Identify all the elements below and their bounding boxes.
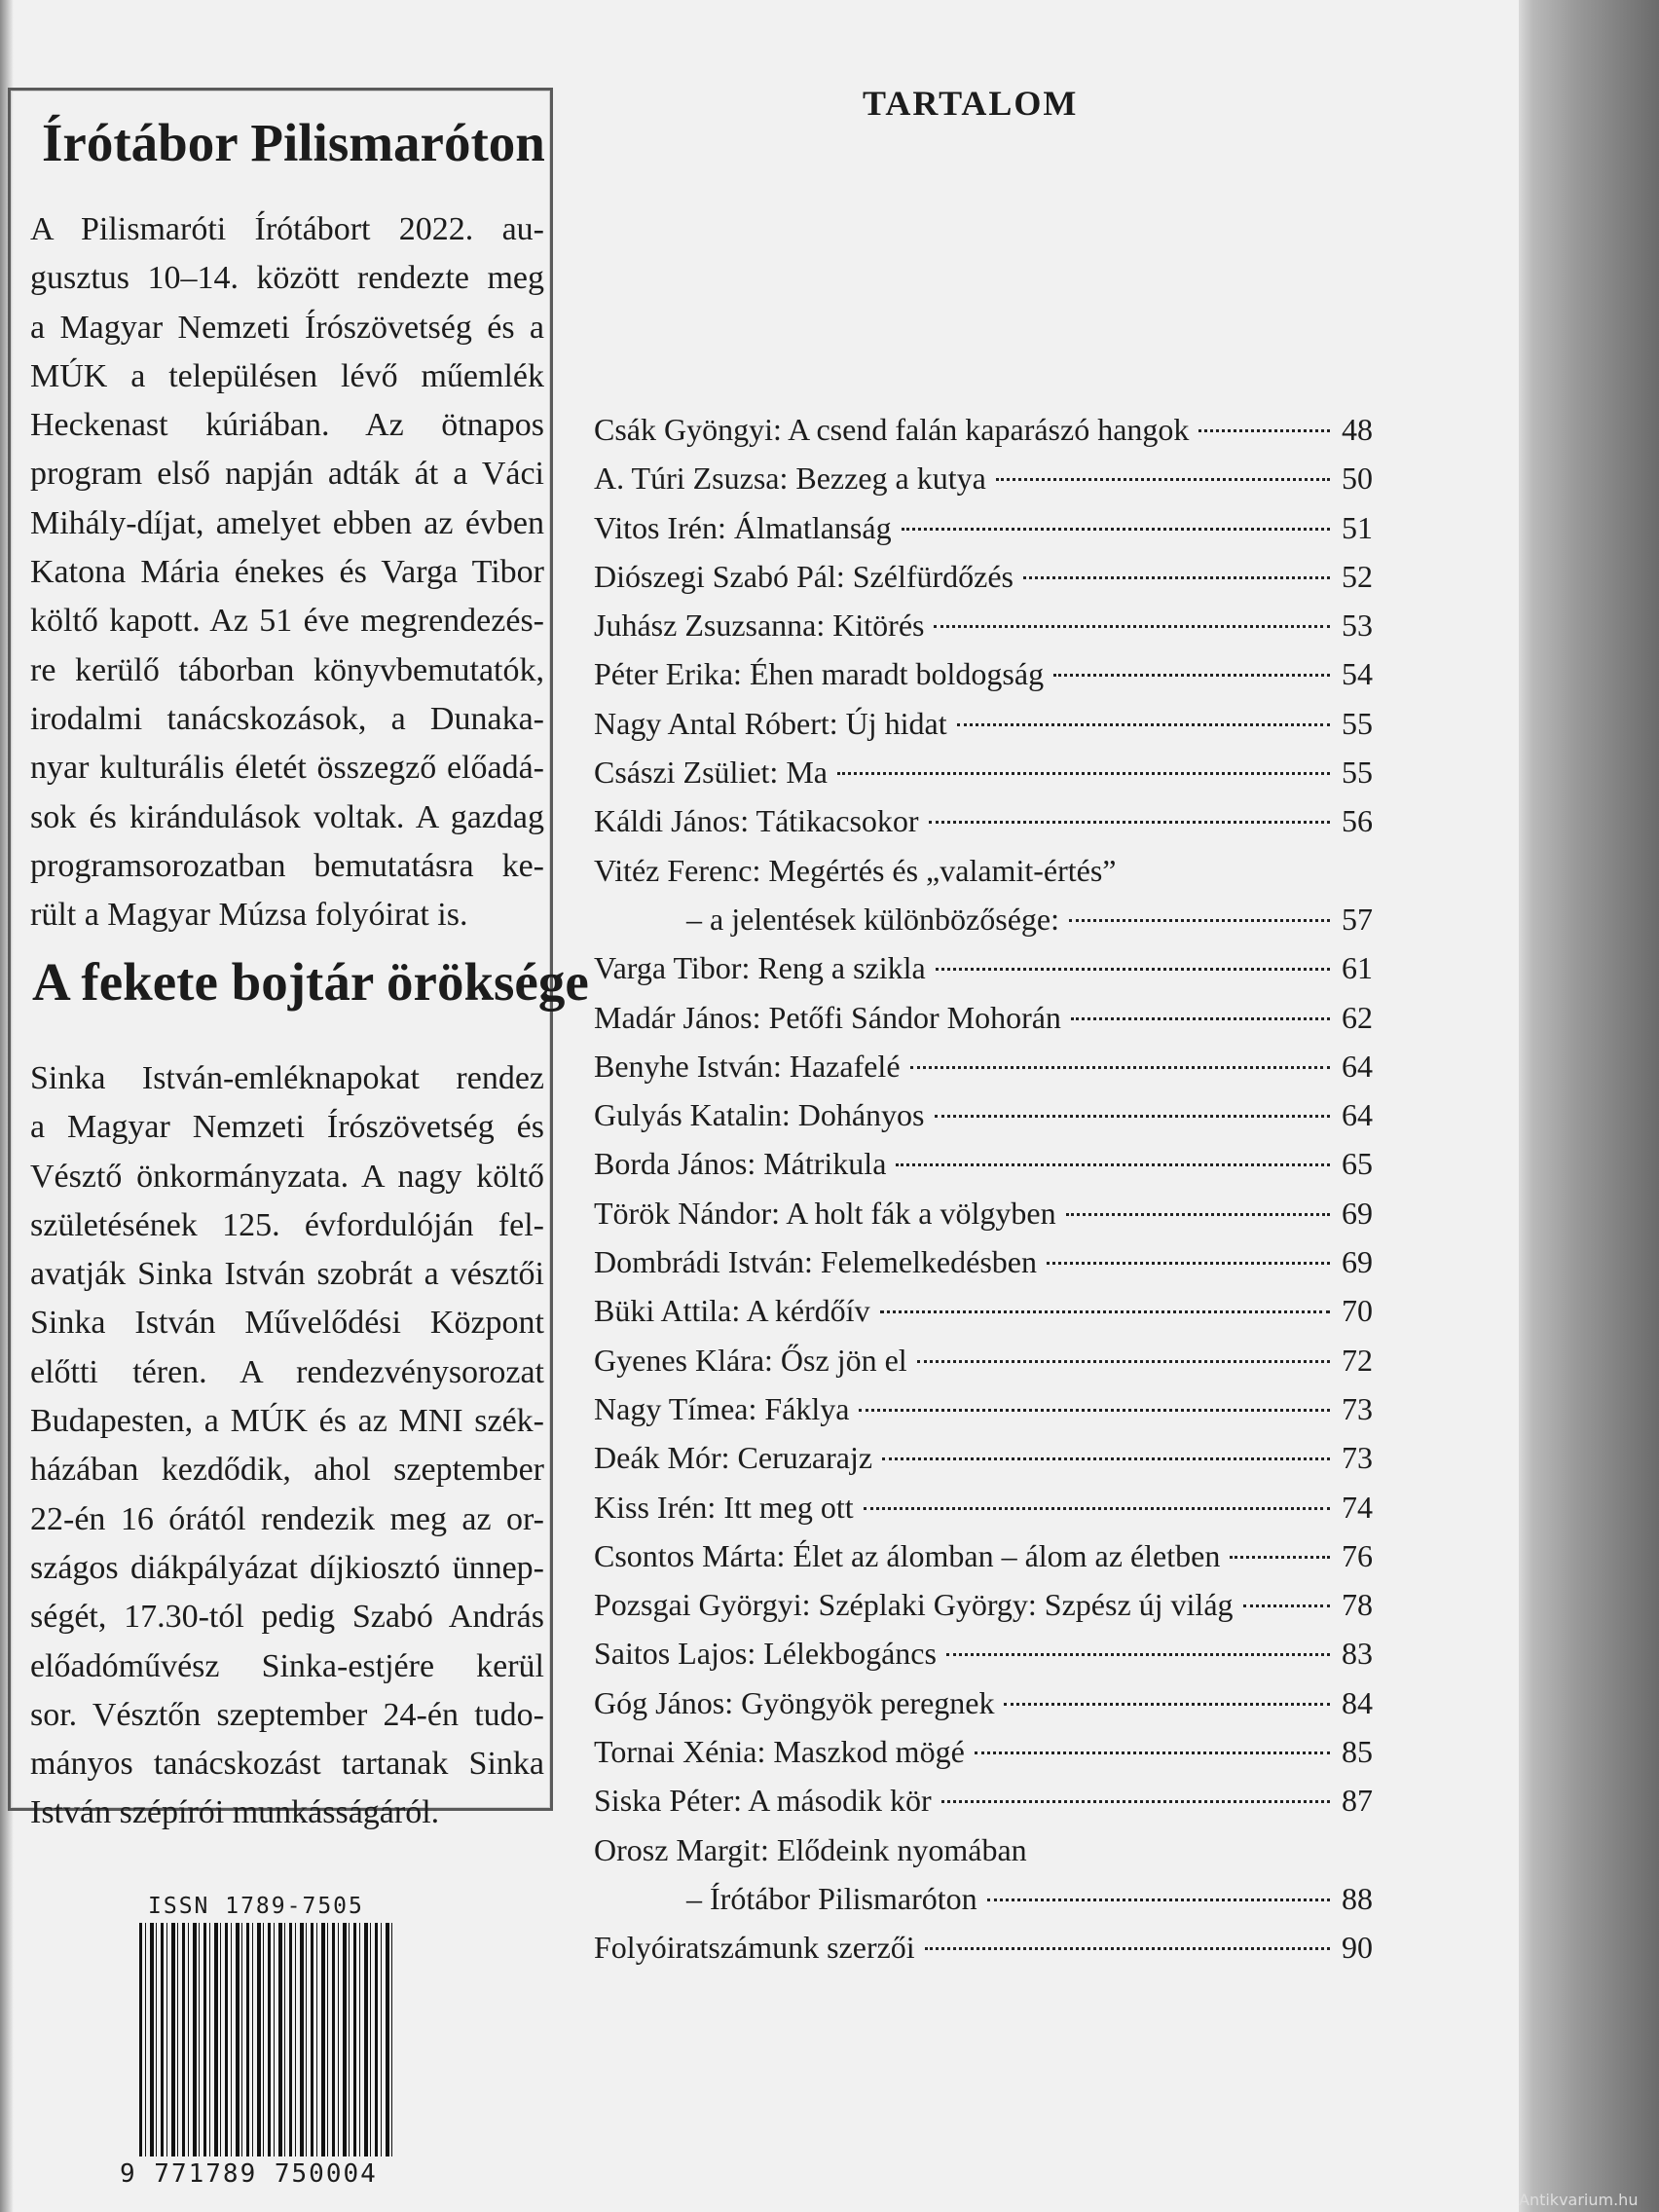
toc-entry [594,1776,1373,1825]
section2-title: A fekete bojtár öröksége [32,952,589,1012]
toc-page-number: 64 [1342,1097,1373,1133]
toc-entry-title: Császi Zsüliet: Ma [594,755,828,791]
body-line: szágos diákpályázat díjkiosztó ünnep- [30,1549,544,1586]
toc-entry [594,405,1373,454]
toc-page-number: 76 [1342,1537,1373,1573]
toc-entry [594,1678,1373,1727]
toc-entry-subtitle: – Írótábor Pilismaróton [686,1880,977,1916]
toc-entry [594,846,1373,944]
toc-page-number: 69 [1342,1195,1373,1231]
toc-entry-title: Góg János: Gyöngyök peregnek [594,1684,995,1720]
body-line: sok és kirándulások voltak. A gazdag [30,798,544,835]
toc-entry-title: Vitos Irén: Álmatlanság [594,509,892,545]
body-line: Katona Mária énekes és Varga Tibor [30,554,544,591]
toc-entry [594,1139,1373,1188]
toc-leader-dots [925,1947,1330,1950]
toc-page-number: 54 [1342,656,1373,692]
toc-leader-dots [1071,1017,1330,1020]
watermark: Antikvarium.hu [1519,2191,1639,2209]
toc-entry-title: Borda János: Mátrikula [594,1146,887,1182]
toc-entry [594,601,1373,649]
toc-leader-dots [1004,1703,1330,1706]
toc-entry [594,748,1373,796]
toc-entry-title: Vitéz Ferenc: Megértés és „valamit-értés” [594,852,1117,888]
toc-page-number: 62 [1342,999,1373,1035]
toc-entry [594,552,1373,601]
toc-entry-title: Káldi János: Tátikacsokor [594,803,919,839]
toc-page-number: 73 [1342,1390,1373,1426]
toc-entry [594,1090,1373,1139]
toc-entry [594,1629,1373,1677]
toc-page-number: 55 [1342,755,1373,791]
toc-leader-dots [880,1310,1330,1313]
toc-leader-dots [837,772,1330,775]
toc-entry [594,1042,1373,1090]
toc-page-number: 85 [1342,1734,1373,1770]
body-line: A Pilismaróti Írótábort 2022. au- [30,211,544,247]
body-line: házában kezdődik, ahol szeptember [30,1452,544,1489]
body-line: MÚK a településen lévő műemlék [30,357,544,394]
body-line: avatják Sinka István szobrát a vésztői [30,1256,544,1293]
body-line: Heckenast kúriában. Az ötnapos [30,407,544,444]
toc-entry [594,699,1373,748]
issn-label: ISSN 1789-7505 [148,1894,364,1919]
page-fold [1519,0,1659,2212]
toc-leader-dots [987,1899,1330,1901]
toc-leader-dots [996,478,1330,481]
toc-entry [594,649,1373,698]
toc-entry [594,1483,1373,1531]
toc-page-number: 88 [1342,1880,1373,1916]
body-line: rült a Magyar Múzsa folyóirat is. [30,897,468,934]
body-line: Budapesten, a MÚK és az MNI szék- [30,1403,544,1440]
section2-body [30,1054,544,1838]
toc-page-number: 55 [1342,705,1373,741]
toc-leader-dots [864,1507,1330,1510]
toc-leader-dots [1066,1213,1330,1216]
section1-title: Írótábor Pilismaróton [42,113,545,172]
barcode [139,1923,394,2157]
toc-leader-dots [910,1066,1330,1069]
body-line: Sinka István-emléknapokat rendez [30,1060,544,1096]
toc-entry [594,1531,1373,1580]
body-line: 22-én 16 órától rendezik meg az or- [30,1500,544,1537]
body-line: irodalmi tanácskozások, a Dunaka- [30,700,544,737]
toc-leader-dots [935,1115,1331,1118]
body-line: re kerülő táborban könyvbemutatók, [30,651,544,688]
toc-page-number: 78 [1342,1587,1373,1623]
toc-entry-title: Juhász Zsuzsanna: Kitörés [594,608,925,644]
body-line: költő kapott. Az 51 éve megrendezés- [30,603,544,640]
toc-entry [594,796,1373,845]
toc-entry-title: Saitos Lajos: Lélekbogáncs [594,1636,937,1672]
toc-entry [594,454,1373,502]
body-line: István szépírói munkásságáról. [30,1794,440,1831]
barcode-digits: 9 771789 750004 [120,2159,378,2189]
toc-entry-subtitle: – a jelentések különbözősége: [686,901,1059,937]
body-line: a Magyar Nemzeti Írószövetség és a [30,309,544,346]
toc-page-number: 57 [1342,901,1373,937]
toc-entry-title: Dombrádi István: Felemelkedésben [594,1244,1037,1280]
toc-entry [594,1336,1373,1384]
toc-entry [594,943,1373,992]
body-line: a Magyar Nemzeti Írószövetség és [30,1109,544,1146]
toc-leader-dots [902,528,1330,531]
toc-entry-title: Folyóiratszámunk szerzői [594,1930,915,1966]
toc-entry [594,1237,1373,1286]
body-line: nyar kulturális életét összegző előadá- [30,750,544,787]
toc-page-number: 70 [1342,1293,1373,1329]
toc-leader-dots [946,1653,1330,1656]
news-box [8,88,589,1831]
toc-entry [594,1825,1373,1924]
toc-entry [594,1189,1373,1237]
toc-leader-dots [1053,674,1330,677]
toc-entry [594,1384,1373,1433]
toc-leader-dots [1069,919,1330,922]
toc-page-number: 53 [1342,608,1373,644]
toc-entry-title: Nagy Antal Róbert: Új hidat [594,705,947,741]
toc-entry-title: Gyenes Klára: Ősz jön el [594,1342,907,1378]
toc-entry-title: Nagy Tímea: Fáklya [594,1390,850,1426]
toc-page-number: 65 [1342,1146,1373,1182]
toc-leader-dots [1023,576,1330,579]
toc-leader-dots [1047,1262,1330,1265]
toc-entry-title: Tornai Xénia: Maszkod mögé [594,1734,965,1770]
toc-entry-title: Pozsgai Györgyi: Széplaki György: Szpész új világ [594,1587,1234,1623]
toc-page-number: 72 [1342,1342,1373,1378]
toc-leader-dots [975,1751,1330,1754]
toc-leader-dots [882,1457,1330,1460]
toc-page-number: 87 [1342,1783,1373,1819]
toc-entry-title: Csák Gyöngyi: A csend falán kaparászó hangok [594,412,1190,447]
toc-leader-dots [934,625,1330,628]
toc-entry-title: Péter Erika: Éhen maradt boldogság [594,656,1045,692]
toc-entry [594,1923,1373,1972]
toc-entry-title: Madár János: Petőfi Sándor Mohorán [594,999,1061,1035]
toc-page-number: 52 [1342,558,1373,594]
toc-leader-dots [941,1800,1330,1803]
body-line: ségét, 17.30-tól pedig Szabó András [30,1599,544,1636]
toc-page-number: 84 [1342,1684,1373,1720]
toc-entry-title: Gulyás Katalin: Dohányos [594,1097,925,1133]
toc-title: TARTALOM [863,84,1079,123]
body-line: sor. Vésztőn szeptember 24-én tudo- [30,1696,544,1733]
toc-entry-title: Siska Péter: A második kör [594,1783,932,1819]
toc-entry-title: Deák Mór: Ceruzarajz [594,1440,873,1476]
toc-leader-dots [896,1163,1330,1166]
toc-page-number: 74 [1342,1489,1373,1525]
body-line: előtti téren. A rendezvénysorozat [30,1353,544,1390]
body-line: program első napján adták át a Váci [30,456,544,493]
body-line: programsorozatban bemutatásra ke- [30,847,544,884]
toc-leader-dots [917,1360,1330,1363]
toc-entry-title: Csontos Márta: Élet az álomban – álom az életben [594,1537,1221,1573]
toc-leader-dots [1243,1604,1330,1607]
toc-leader-dots [929,821,1330,824]
toc-leader-dots [1198,429,1330,432]
toc-page-number: 51 [1342,509,1373,545]
toc-entry-title: A. Túri Zsuzsa: Bezzeg a kutya [594,461,986,497]
toc-page-number: 73 [1342,1440,1373,1476]
toc-page-number: 90 [1342,1930,1373,1966]
section1-body [30,205,544,940]
toc-entry [594,1433,1373,1482]
body-line: Sinka István Művelődési Központ [30,1305,544,1342]
toc-entry [594,1727,1373,1776]
body-line: Mihály-díjat, amelyet ebben az évben [30,504,544,541]
toc-entry-title: Kiss Irén: Itt meg ott [594,1489,854,1525]
toc-leader-dots [957,723,1330,726]
body-line: gusztus 10–14. között rendezte meg [30,260,544,297]
toc-entry-title: Diószegi Szabó Pál: Szélfürdőzés [594,558,1014,594]
toc-leader-dots [1230,1556,1330,1559]
table-of-contents [594,405,1373,1972]
toc-leader-dots [936,968,1330,971]
body-line: Vésztő önkormányzata. A nagy költő [30,1158,544,1195]
toc-page-number: 50 [1342,461,1373,497]
body-line: születésének 125. évfordulóján fel- [30,1206,544,1243]
toc-page-number: 83 [1342,1636,1373,1672]
toc-page-number: 69 [1342,1244,1373,1280]
toc-entry [594,503,1373,552]
body-line: előadóművész Sinka-estjére kerül [30,1647,544,1684]
toc-page-number: 48 [1342,412,1373,447]
toc-entry [594,1286,1373,1335]
toc-leader-dots [859,1409,1330,1412]
toc-entry-title: Orosz Margit: Elődeink nyomában [594,1831,1027,1867]
toc-entry-title: Varga Tibor: Reng a szikla [594,950,926,986]
toc-entry [594,993,1373,1042]
toc-entry-title: Büki Attila: A kérdőív [594,1293,870,1329]
body-line: mányos tanácskozást tartanak Sinka [30,1746,544,1783]
toc-page-number: 64 [1342,1048,1373,1084]
toc-page-number: 56 [1342,803,1373,839]
toc-entry [594,1580,1373,1629]
toc-entry-title: Török Nándor: A holt fák a völgyben [594,1195,1056,1231]
toc-entry-title: Benyhe István: Hazafelé [594,1048,901,1084]
toc-page-number: 61 [1342,950,1373,986]
